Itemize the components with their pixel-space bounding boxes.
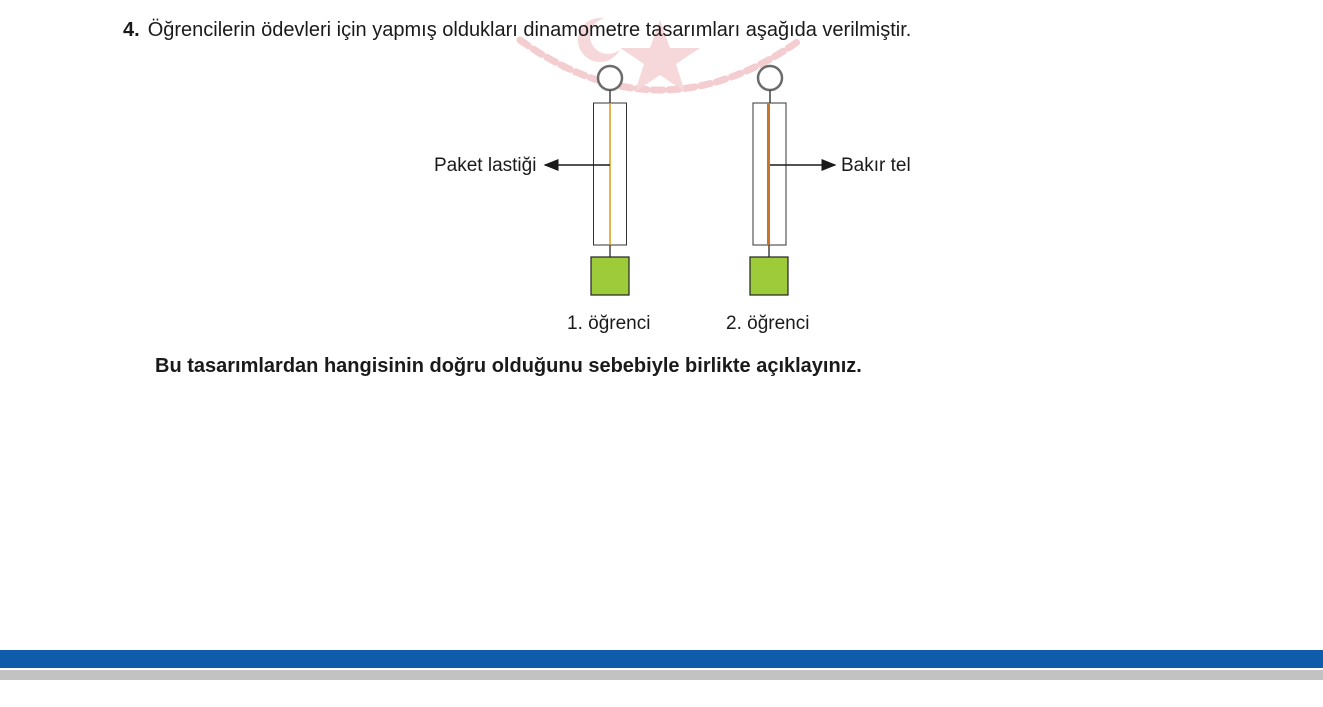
copper-wire-label: Bakır tel — [841, 155, 911, 176]
dynamometer-figure — [0, 0, 1323, 345]
question-number: 4. — [123, 19, 140, 41]
footer-gray-band — [0, 670, 1323, 680]
weight-1 — [591, 257, 629, 295]
hook-ring-2 — [758, 66, 782, 90]
dynamometer-1 — [545, 66, 629, 295]
rubber-band-label: Paket lastiği — [434, 155, 537, 176]
caption-student-1: 1. öğrenci — [567, 313, 651, 334]
weight-2 — [750, 257, 788, 295]
hook-ring-1 — [598, 66, 622, 90]
answer-prompt: Bu tasarımlardan hangisinin doğru olduğunu sebebiyle birlikte açıklayınız. — [155, 355, 862, 377]
footer-blue-band — [0, 650, 1323, 668]
question-body: Öğrencilerin ödevleri için yapmış oldukları dinamometre tasarımları aşağıda verilmiştir. — [147, 19, 912, 41]
caption-student-2: 2. öğrenci — [726, 313, 810, 334]
dynamometer-2 — [750, 66, 835, 295]
